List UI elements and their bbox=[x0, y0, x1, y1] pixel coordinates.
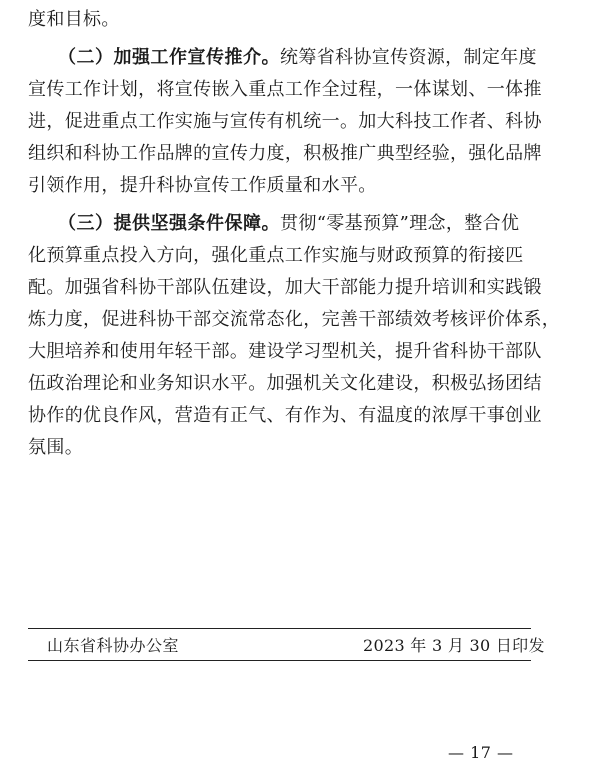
section-two-text: 统筹省科协宣传资源，制定年度 bbox=[280, 47, 537, 68]
paragraph-line: 配。加强省科协干部队伍建设，加大干部能力提升培训和实践锻 bbox=[28, 277, 542, 298]
paragraph-line: 组织和科协工作品牌的宣传力度，积极推广典型经验，强化品牌 bbox=[28, 143, 542, 164]
paragraph-continuation-line: 度和目标。 bbox=[28, 9, 120, 30]
paragraph-line: 炼力度，促进科协干部交流常态化，完善干部绩效考核评价体系， bbox=[28, 309, 561, 330]
document-body bbox=[28, 4, 566, 464]
paragraph-line: 氛围。 bbox=[28, 437, 84, 458]
page-number: — 17 — bbox=[448, 743, 514, 762]
paragraph-line: 伍政治理论和业务知识水平。加强机关文化建设，积极弘扬团结 bbox=[28, 373, 542, 394]
footer-issuer: 山东省科协办公室 bbox=[47, 636, 180, 655]
paragraph-line: 化预算重点投入方向，强化重点工作实施与财政预算的衔接匹 bbox=[28, 245, 524, 266]
section-three-first-line bbox=[28, 208, 566, 240]
paragraph-line: 大胆培养和使用年轻干部。建设学习型机关，提升省科协干部队 bbox=[28, 341, 542, 362]
paragraph-line: 引领作用，提升科协宣传工作质量和水平。 bbox=[28, 175, 377, 196]
footer-rule-top bbox=[28, 628, 531, 629]
footer-rule-bottom bbox=[28, 660, 531, 661]
section-heading-three: （三）提供坚强条件保障。 bbox=[58, 213, 280, 234]
section-two-first-line bbox=[28, 42, 566, 74]
paragraph-line: 宣传工作计划，将宣传嵌入重点工作全过程，一体谋划、一体推 bbox=[28, 79, 542, 100]
footer-date: 2023 年 3 月 30 日印发 bbox=[363, 636, 545, 655]
section-three-text: 贯彻“零基预算”理念，整合优 bbox=[280, 213, 520, 234]
paragraph-line: 进，促进重点工作实施与宣传有机统一。加大科技工作者、科协 bbox=[28, 111, 542, 132]
paragraph-line: 协作的优良作风，营造有正气、有作为、有温度的浓厚干事创业 bbox=[28, 405, 542, 426]
section-heading-two: （二）加强工作宣传推介。 bbox=[58, 47, 280, 68]
